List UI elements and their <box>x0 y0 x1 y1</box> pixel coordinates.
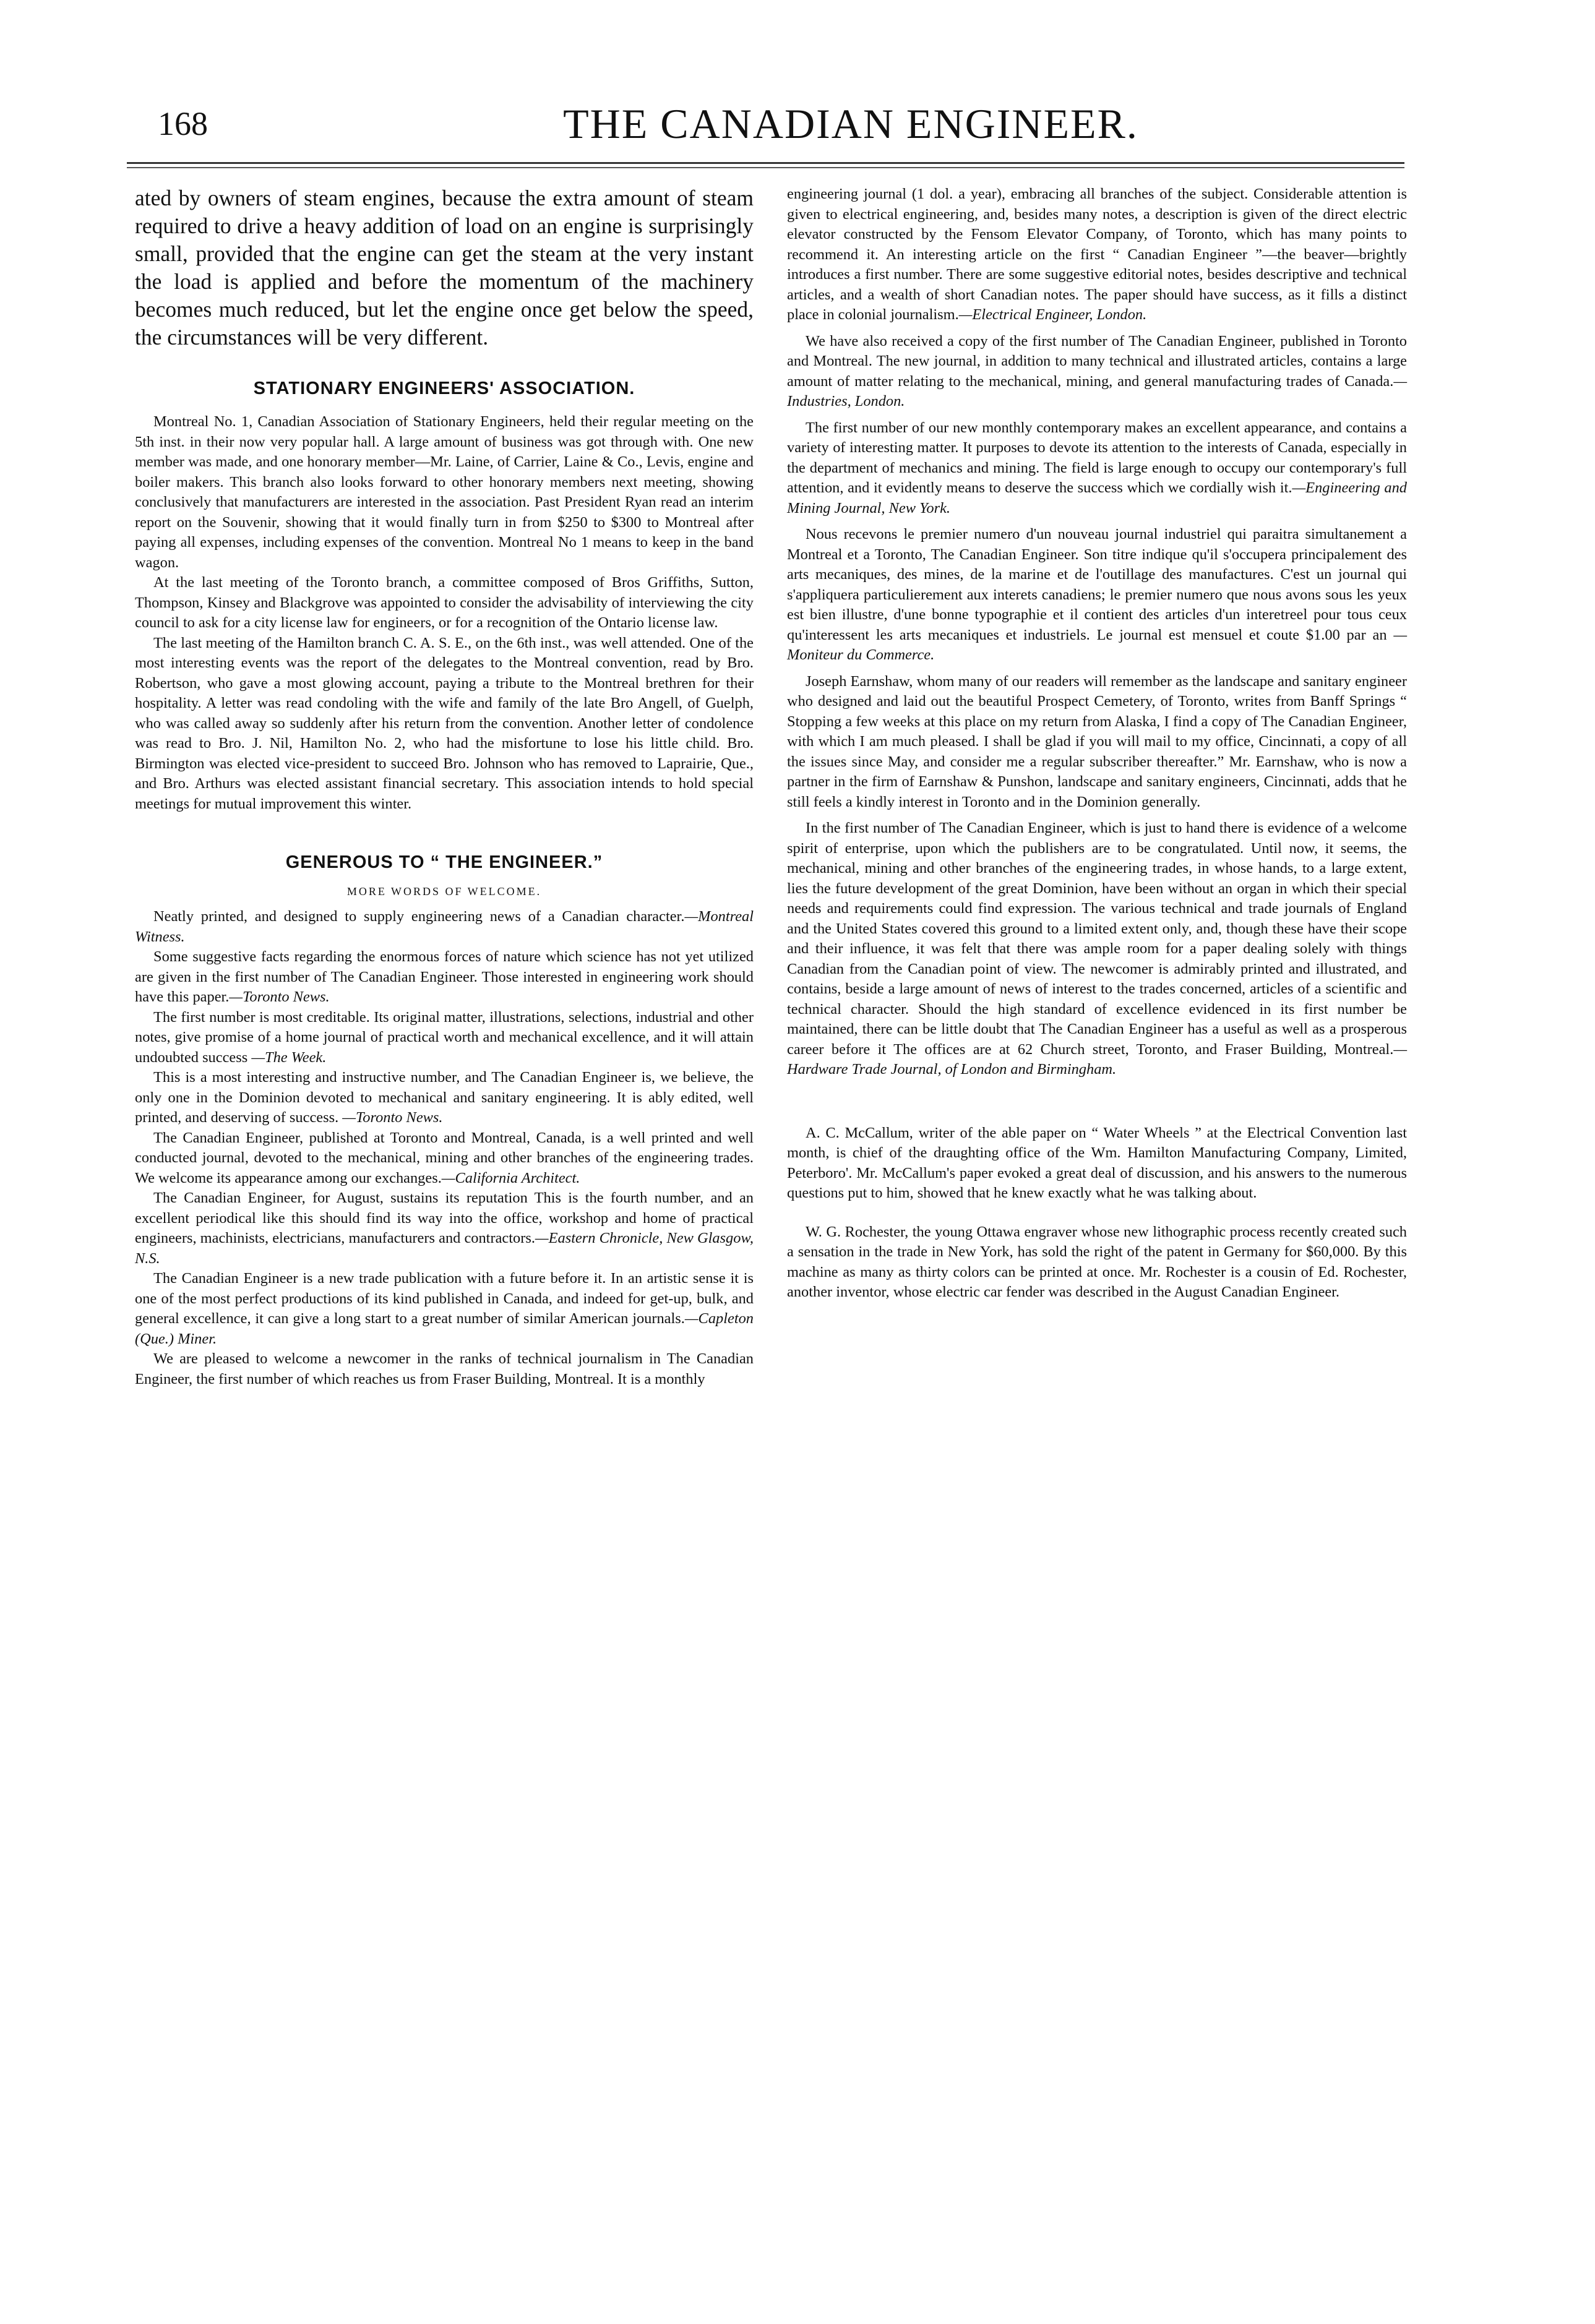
quote-paragraph <box>787 525 1407 666</box>
quote-paragraph <box>135 1068 754 1128</box>
quote-source: —Toronto News. <box>342 1109 443 1126</box>
news-paragraph: W. G. Rochester, the young Ottawa engraver whose new lithographic process recently created such a sensation in the trade in New York, has sold the right of the patent in Germany for $60,000. By this machine as many as thirty colors can be printed at once. Mr. Rochester is a cousin of Ed. Rochester, another inventor, whose electric car fender was described in the August Canadian Engineer. <box>787 1223 1407 1300</box>
quote-text: Some suggestive facts regarding the enormous forces of nature which science has not yet utilized are given in the first number of The Canadian Engineer. Those interested in engineering work should have this paper. <box>135 948 754 1005</box>
quote-paragraph <box>787 184 1407 325</box>
quote-text: This is a most interesting and instructive number, and The Canadian Engineer is, we believe, the only one in the Dominion devoted to mechanical and sanitary engineering. It is ably edited, well printed, and deserving of success. <box>135 1069 754 1126</box>
quote-paragraph <box>135 907 754 947</box>
right-column <box>787 184 1407 1303</box>
quote-paragraph <box>135 1269 754 1349</box>
quote-paragraph <box>135 1008 754 1068</box>
article-paragraph: At the last meeting of the Toronto branch, a committee composed of Bros Griffiths, Sutton, Thompson, Kinsey and Blackgrove was appointed to consider the advisability of interviewing the city council to ask for a city license law for engineers, or for a recognition of the Ontario license law. <box>135 574 754 631</box>
page-number: 168 <box>158 105 208 142</box>
quote-text: The Canadian Engineer, published at Toronto and Montreal, Canada, is a well printed and well conducted journal, devoted to the mechanical, mining and other branches of the engineering trades. We welcome its appearance among our exchanges. <box>135 1129 754 1186</box>
quote-source: —Moniteur du Commerce. <box>787 626 1407 663</box>
quote-paragraph <box>787 418 1407 519</box>
article-paragraph: The last meeting of the Hamilton branch C. A. S. E., on the 6th inst., was well attended. One of the most interesting events was the report of the delegates to the Montreal convention, read by Bro. Robertson, who gave a most glowing account, paying a tribute to the Montreal brethren for their hospitality. A letter was read condoling with the wife and family of the late Bro Angell, of Guelph, who was called away so suddenly after his return from the convention. Another letter of condolence was read to Bro. J. Nil, Hamilton No. 2, who had the misfortune to lose his little child. Bro. Birmington was elected vice-president to succeed Bro. Johnson who has removed to Laprairie, Que., and Bro. Arthurs was elected assistant financial secretary. This association intends to hold special meetings for mutual improvement this winter. <box>135 634 754 812</box>
news-paragraph: Joseph Earnshaw, whom many of our readers will remember as the landscape and sanitary engineer who designed and laid out the beautiful Prospect Cemetery, of Toronto, writes from Banff Springs “ Stopping a few weeks at this place on my return from Alaska, I find a copy of The Canadian Engineer, with which I am much pleased. I shall be glad if you will mail to my office, Cincinnati, a copy of all the issues since May, and consider me a regular subscriber thereafter.” Mr. Earnshaw, who is now a partner in the firm of Earnshaw & Punshon, landscape and sanitary engineers, Cincinnati, adds that he still feels a kindly interest in Toronto and in the Dominion generally. <box>787 672 1407 810</box>
quote-paragraph <box>135 1188 754 1269</box>
quote-text: engineering journal (1 dol. a year), embracing all branches of the subject. Considerable attention is given to electrical engineering, and, besides many notes, a description is given of the direct electric elevator constructed by the Fensom Elevator Company, of Toronto, which has many points to recommend it. An interesting article on the first “ Canadian Engineer ”—the beaver—brightly introduces a first number. There are some suggestive editorial notes, besides descriptive and technical articles, and a wealth of short Canadian notes. The paper should have success, as it fills a distinct place in colonial journalism. <box>787 186 1407 323</box>
quote-source: —Eastern Chronicle, New Glasgow, N.S. <box>135 1230 754 1267</box>
running-head: THE CANADIAN ENGINEER. <box>563 100 1138 147</box>
quote-paragraph <box>135 947 754 1008</box>
quote-text: The first number is most creditable. Its original matter, illustrations, selections, industrial and other notes, give promise of a home journal of practical worth and mechanical excellence, and it will attain undoubted success <box>135 1008 754 1066</box>
quote-text: Nous recevons le premier numero d'un nouveau journal industriel qui paraitra simultanement a Montreal et a Toronto, The Canadian Engineer. Son titre indique qu'il s'occupera principalement des arts mecaniques, des mines, de la marine et de l'outillage des manufactures. C'est un journal qui s'appliquera particulierement aux interets canadiens; le premier numero que nous avons sous les yeux est bien illustre, d'une bonne typographie et il contient des articles d'un interetreel pour tous ceux qu'interessent les arts mecaniques et industriels. Le journal est mensuel et coute $1.00 par an <box>787 526 1407 643</box>
header-rule <box>127 162 1404 164</box>
quote-paragraph <box>787 332 1407 412</box>
quote-text: We are pleased to welcome a newcomer in the ranks of technical journalism in The Canadian Engineer, the first number of which reaches us from Fraser Building, Montreal. It is a monthly <box>135 1350 754 1387</box>
news-paragraph: A. C. McCallum, writer of the able paper on “ Water Wheels ” at the Electrical Convention last month, is chief of the draughting office of the Wm. Hamilton Manufacturing Company, Limited, Peterboro'. Mr. McCallum's paper evoked a great deal of discussion, and his answers to the numerous questions put to him, showed that he knew exactly what he was talking about. <box>787 1124 1407 1201</box>
quote-text: Neatly printed, and designed to supply engineering news of a Canadian character. <box>153 908 685 925</box>
quote-text: The Canadian Engineer is a new trade publication with a future before it. In an artistic sense it is one of the most perfect productions of its kind published in Canada, and indeed for get-up, bulk, and general excellence, it can give a long start to a great number of similar American journals. <box>135 1270 754 1327</box>
section-title-stationary-engineers: STATIONARY ENGINEERS' ASSOCIATION. <box>253 379 635 398</box>
quote-paragraph <box>135 1128 754 1189</box>
quote-source: —Montreal Witness. <box>135 908 754 945</box>
quote-paragraph <box>787 818 1407 1080</box>
quote-source: —Toronto News. <box>229 988 330 1005</box>
quote-source: —California Architect. <box>441 1169 580 1186</box>
quote-source: —Industries, London. <box>787 372 1407 409</box>
quote-text: The Canadian Engineer, for August, sustains its reputation This is the fourth number, and an excellent periodical like this should find its way into the office, workshop and home of practical engineers, machinists, electricians, manufacturers and contractors. <box>135 1190 754 1246</box>
header-rule-thin <box>127 167 1404 168</box>
left-column <box>135 184 754 1389</box>
article-paragraph: Montreal No. 1, Canadian Association of Stationary Engineers, held their regular meeting on the 5th inst. in their now very popular hall. A large amount of business was got through with. One new member was made, and one honorary member—Mr. Laine, of Carrier, Laine & Co., Levis, engine and boiler makers. This branch also looks forward to other honorary members next meeting, showing conclusively that manufacturers are interested in the association. Past President Ryan read an interim report on the Souvenir, showing that it would finally turn in from $250 to $300 to Montreal after paying all expenses, including expenses of the convention. Montreal No 1 means to keep in the band wagon. <box>135 413 754 571</box>
page-header <box>158 100 1401 168</box>
quote-paragraph <box>135 1349 754 1389</box>
quote-text: We have also received a copy of the first number of The Canadian Engineer, published in Toronto and Montreal. The new journal, in addition to many technical and illustrated articles, contains a large amount of matter relating to the mechanical, mining, and general manufacturing trades of Canada. <box>787 332 1407 390</box>
quote-source: —Electrical Engineer, London. <box>958 306 1147 323</box>
quote-text: In the first number of The Canadian Engineer, which is just to hand there is evidence of a welcome spirit of enterprise, upon which the publishers are to be congratulated. Until now, it seems, the mechanical, mining and other branches of the engineering trades, in whose hands, to a large extent, lies the future development of the great Dominion, have been without an organ in which their special needs and requirements could find expression. The various technical and trade journals of England and the United States covered this ground to a limited extent only, and, though these have their scope and their influence, it was felt that there was ample room for a paper dealing solely with things Canadian from the Canadian point of view. The newcomer is admirably printed and illustrated, and contains, beside a large amount of news of interest to the trades concerned, articles of a scientific and technical character. Should the high standard of excellence evidenced in its first number be maintained, there can be little doubt that The Canadian Engineer has a useful as well as a prosperous career before it The offices are at 62 Church street, Toronto, and Fraser Building, Montreal. <box>787 820 1407 1058</box>
quote-text: The first number of our new monthly contemporary makes an excellent appearance, and contains a variety of interesting matter. It purposes to devote its attention to the interests of Canada, especially in the department of mechanics and mining. The field is large enough to occupy our contemporary's full attention, and it evidently means to deserve the success which we cordially wish it. <box>787 419 1407 496</box>
lead-paragraph: ated by owners of steam engines, because the extra amount of steam required to drive a heavy addition of load on an engine is surprisingly small, provided that the engine can get the steam at the very instant the load is applied and before the momentum of the machinery becomes much reduced, but let the engine once get below the speed, the circumstances will be very different. <box>135 186 754 349</box>
quote-source: —Engineering and Mining Journal, New York. <box>787 479 1407 517</box>
section-subtitle: MORE WORDS OF WELCOME. <box>346 885 542 898</box>
quote-source: —Hardware Trade Journal, of London and Birmingham. <box>787 1040 1407 1078</box>
section-title-generous: GENEROUS TO “ THE ENGINEER.” <box>285 852 603 872</box>
quote-source: —Capleton (Que.) Miner. <box>135 1310 754 1347</box>
quote-source: —The Week. <box>251 1048 327 1066</box>
